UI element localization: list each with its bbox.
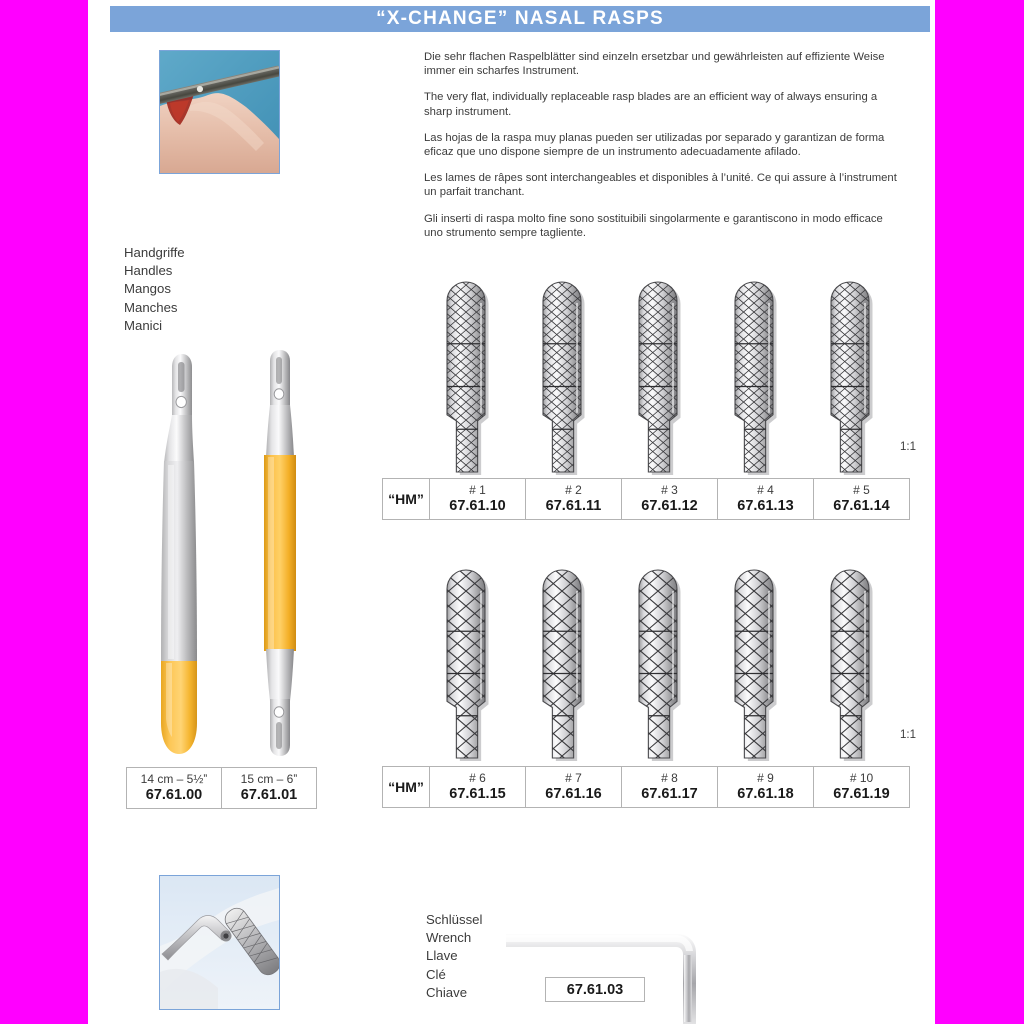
handles-label-list <box>124 244 185 335</box>
rasp-blade-1[interactable] <box>443 278 497 476</box>
wrench-label-en: Wrench <box>426 930 472 946</box>
wrench-label-fr: Clé <box>426 966 446 982</box>
rasp-num-6: # 6 <box>469 771 486 785</box>
rasp-hm-label-2: “HM” <box>383 767 430 808</box>
rasp-code-5: 67.61.14 <box>833 498 890 514</box>
handle-size-2: 15 cm – 6ˮ <box>240 772 298 786</box>
rasp-code-1: 67.61.10 <box>449 498 506 514</box>
rasps-table-row-1 <box>382 478 910 520</box>
wrench-label-es: Llave <box>426 948 458 964</box>
rasp-code-8: 67.61.17 <box>641 786 698 802</box>
rasp-code-7: 67.61.16 <box>545 786 602 802</box>
rasp-num-3: # 3 <box>661 483 678 497</box>
handle-size-1: 14 cm – 5½ˮ <box>140 772 208 786</box>
rasp-blade-6[interactable] <box>443 566 497 762</box>
clinical-photo <box>159 50 280 174</box>
rasp-cell-4[interactable] <box>718 479 814 520</box>
rasp-blade-4[interactable] <box>731 278 785 476</box>
rasp-cell-8[interactable] <box>622 767 718 808</box>
catalog-page <box>88 0 935 1024</box>
handle-illustration-single <box>146 345 218 760</box>
assembly-photo <box>159 875 280 1010</box>
rasp-cell-7[interactable] <box>526 767 622 808</box>
wrench-code-box[interactable] <box>545 977 645 1002</box>
wrench-illustration <box>506 925 716 1024</box>
intro-paragraph-en: The very flat, individually replaceable rasp blades are an efficient way of always ensuring a sharp instrument. <box>424 91 878 118</box>
handles-table <box>126 767 317 809</box>
rasp-num-10: # 10 <box>849 771 874 785</box>
rasp-cell-2[interactable] <box>526 479 622 520</box>
rasp-num-2: # 2 <box>565 483 582 497</box>
rasp-cell-3[interactable] <box>622 479 718 520</box>
rasp-blade-2[interactable] <box>539 278 593 476</box>
rasp-cell-1[interactable] <box>430 479 526 520</box>
scale-marker-2: 1:1 <box>900 729 916 741</box>
rasp-code-3: 67.61.12 <box>641 498 698 514</box>
wrench-label-it: Chiave <box>426 984 468 1000</box>
handle-code-2: 67.61.01 <box>240 787 298 803</box>
rasp-cell-6[interactable] <box>430 767 526 808</box>
handle-cell-1[interactable] <box>127 768 222 809</box>
rasp-num-1: # 1 <box>469 483 486 497</box>
intro-paragraph-es: Las hojas de la raspa muy planas pueden ser utilizadas por separado y garantizan de forma eficaz que uno dispone siempre de un instrumento adecuadamente afilado. <box>424 131 885 159</box>
rasp-blade-8[interactable] <box>635 566 689 762</box>
rasp-blade-5[interactable] <box>827 278 881 476</box>
rasp-num-8: # 8 <box>661 771 678 785</box>
wrench-code: 67.61.03 <box>566 981 624 998</box>
rasp-code-10: 67.61.19 <box>833 786 890 802</box>
rasp-cell-5[interactable] <box>814 479 910 520</box>
rasp-blade-9[interactable] <box>731 566 785 762</box>
table-row <box>383 767 910 808</box>
scale-marker-1: 1:1 <box>900 441 916 453</box>
page-title-banner <box>110 6 930 32</box>
page-title: “X-CHANGE” NASAL RASPS <box>376 8 664 29</box>
rasp-cell-10[interactable] <box>814 767 910 808</box>
rasp-code-6: 67.61.15 <box>449 786 506 802</box>
rasp-num-5: # 5 <box>853 483 870 497</box>
rasp-blade-3[interactable] <box>635 278 689 476</box>
intro-paragraph-it: Gli inserti di raspa molto fine sono sostituibili singolarmente e garantiscono in modo efficace uno strumento sempre tagliente. <box>424 212 883 239</box>
wrench-label-de: Schlüssel <box>426 912 483 927</box>
rasp-num-7: # 7 <box>565 771 582 785</box>
handles-label-it: Manici <box>124 317 163 333</box>
rasp-code-2: 67.61.11 <box>545 498 602 514</box>
intro-paragraph-fr: Les lames de râpes sont interchangeables et disponibles à l’unité. Ce qui assure à l’instrument un parfait tranchant. <box>424 172 897 199</box>
rasp-blade-10[interactable] <box>827 566 881 762</box>
rasps-table-row-2 <box>382 766 910 808</box>
handles-label-es: Mangos <box>124 281 171 297</box>
handles-label-fr: Manches <box>124 299 178 315</box>
rasp-code-4: 67.61.13 <box>737 498 794 514</box>
wrench-label-list <box>426 911 482 1002</box>
handle-cell-2[interactable] <box>222 768 317 809</box>
handles-label-en: Handles <box>124 263 173 279</box>
rasp-code-9: 67.61.18 <box>737 786 794 802</box>
rasp-hm-label-1: “HM” <box>383 479 430 520</box>
handle-illustration-double <box>253 345 311 760</box>
rasp-cell-9[interactable] <box>718 767 814 808</box>
rasp-num-9: # 9 <box>757 771 774 785</box>
rasp-blade-7[interactable] <box>539 566 593 762</box>
intro-text-block <box>424 50 904 252</box>
table-row <box>383 479 910 520</box>
handles-label-de: Handgriffe <box>124 245 185 260</box>
intro-paragraph-de: Die sehr flachen Raspelblätter sind einzeln ersetzbar und gewährleisten auf effiziente Weise immer ein scharfes Instrument. <box>424 51 885 78</box>
rasp-num-4: # 4 <box>757 483 774 497</box>
table-row <box>127 768 317 809</box>
handle-code-1: 67.61.00 <box>145 787 203 803</box>
